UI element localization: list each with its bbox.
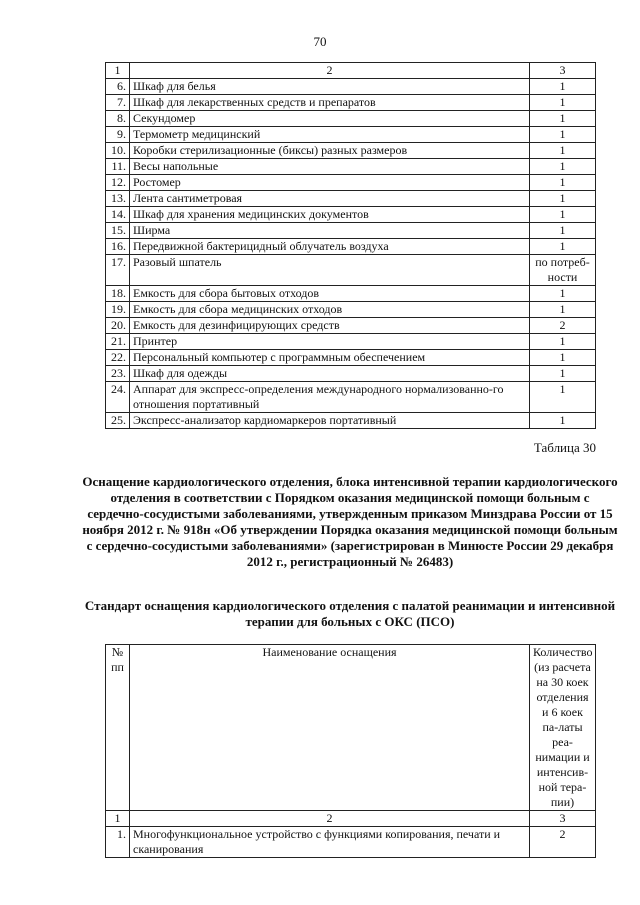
equipment-name: Шкаф для лекарственных средств и препаратов [130, 95, 530, 111]
equipment-quantity: 1 [530, 350, 596, 366]
table-row [106, 366, 596, 382]
row-number: 6. [106, 79, 130, 95]
equipment-name: Экспресс-анализатор кардиомаркеров портативный [130, 413, 530, 429]
row-number: 9. [106, 127, 130, 143]
row-number: 22. [106, 350, 130, 366]
table-row [106, 239, 596, 255]
row-number: 1. [106, 827, 130, 858]
standard-heading: Стандарт оснащения кардиологического отделения с палатой реанимации и интенсивной терапии для больных с ОКС (ПСО) [84, 598, 616, 629]
equipment-name: Емкость для дезинфицирующих средств [130, 318, 530, 334]
row-number: 16. [106, 239, 130, 255]
equipment-quantity: по потреб-ности [530, 255, 596, 286]
table-row [106, 302, 596, 318]
row-number: 25. [106, 413, 130, 429]
page-number: 70 [313, 34, 327, 49]
equipment-name: Ростомер [130, 175, 530, 191]
equipment-quantity: 1 [530, 159, 596, 175]
equipment-quantity: 1 [530, 175, 596, 191]
header-cell-2: 2 [130, 63, 530, 79]
table-header-row [106, 645, 596, 811]
table-row [106, 111, 596, 127]
equipment-quantity: 1 [530, 127, 596, 143]
row-number: 19. [106, 302, 130, 318]
row-number: 24. [106, 382, 130, 413]
equipment-name: Секундомер [130, 111, 530, 127]
column-number-header: № пп [106, 645, 130, 811]
row-number: 7. [106, 95, 130, 111]
column-quantity-header: Количество (из расчета на 30 коек отделения и 6 коек па-латы реа-нимации и интенсив-ной тера-пии) [530, 645, 596, 811]
equipment-name: Ширма [130, 223, 530, 239]
table-row [106, 334, 596, 350]
equipment-name: Шкаф для белья [130, 79, 530, 95]
row-number: 8. [106, 111, 130, 127]
table-row [106, 382, 596, 413]
equipment-name: Аппарат для экспресс-определения международного нормализованно-го отношения портативный [130, 382, 530, 413]
table-row [106, 191, 596, 207]
equipment-name: Многофункциональное устройство с функциями копирования, печати и сканирования [130, 827, 530, 858]
equipment-quantity: 1 [530, 191, 596, 207]
equipment-quantity: 1 [530, 223, 596, 239]
equipment-quantity: 1 [530, 79, 596, 95]
section-heading: Оснащение кардиологического отделения, блока интенсивной терапии кардиологического отделения в соответствии с Порядком оказания медицинской помощи больным с сердечно-сосудистыми заболеваниями, утвержденным приказом Минздрава России от 15 ноября 2012 г. № 918н «Об утверждении Порядка оказания медицинской помощи больным с сердечно-сосудистыми заболеваниями» (зарегистрирован в Минюсте России 29 декабря 2012 г., регистрационный № 26483) [82, 474, 618, 569]
equipment-name: Термометр медицинский [130, 127, 530, 143]
table-header-row [106, 63, 596, 79]
equipment-quantity: 2 [530, 318, 596, 334]
equipment-name: Весы напольные [130, 159, 530, 175]
column-name-header: Наименование оснащения [130, 645, 530, 811]
table-row [106, 175, 596, 191]
equipment-quantity: 1 [530, 366, 596, 382]
table-row [106, 95, 596, 111]
table-row [106, 159, 596, 175]
equipment-table-continued [105, 62, 596, 429]
table-row [106, 413, 596, 429]
table-row [106, 255, 596, 286]
table-row [106, 318, 596, 334]
row-number: 11. [106, 159, 130, 175]
header-cell-1: 1 [106, 63, 130, 79]
table-row [106, 827, 596, 858]
equipment-name: Шкаф для хранения медицинских документов [130, 207, 530, 223]
equipment-name: Принтер [130, 334, 530, 350]
row-number: 12. [106, 175, 130, 191]
equipment-name: Разовый шпатель [130, 255, 530, 286]
header-cell-3: 3 [530, 63, 596, 79]
table-row [106, 350, 596, 366]
number-cell: 3 [530, 811, 596, 827]
table-row [106, 223, 596, 239]
number-cell: 2 [130, 811, 530, 827]
table-numbers-row [106, 811, 596, 827]
row-number: 14. [106, 207, 130, 223]
table-row [106, 127, 596, 143]
equipment-name: Персональный компьютер с программным обеспечением [130, 350, 530, 366]
row-number: 20. [106, 318, 130, 334]
equipment-name: Передвижной бактерицидный облучатель воздуха [130, 239, 530, 255]
row-number: 15. [106, 223, 130, 239]
equipment-name: Коробки стерилизационные (биксы) разных размеров [130, 143, 530, 159]
row-number: 10. [106, 143, 130, 159]
equipment-name: Емкость для сбора медицинских отходов [130, 302, 530, 318]
equipment-name: Шкаф для одежды [130, 366, 530, 382]
equipment-quantity: 1 [530, 382, 596, 413]
equipment-quantity: 1 [530, 286, 596, 302]
equipment-quantity: 1 [530, 95, 596, 111]
number-cell: 1 [106, 811, 130, 827]
table-caption: Таблица 30 [533, 440, 596, 455]
equipment-standard-table [105, 644, 596, 858]
table-row [106, 143, 596, 159]
equipment-name: Емкость для сбора бытовых отходов [130, 286, 530, 302]
equipment-quantity: 1 [530, 334, 596, 350]
equipment-quantity: 1 [530, 302, 596, 318]
row-number: 18. [106, 286, 130, 302]
equipment-quantity: 1 [530, 413, 596, 429]
table-row [106, 79, 596, 95]
equipment-quantity: 1 [530, 207, 596, 223]
table-row [106, 286, 596, 302]
equipment-quantity: 1 [530, 143, 596, 159]
row-number: 21. [106, 334, 130, 350]
equipment-quantity: 2 [530, 827, 596, 858]
row-number: 13. [106, 191, 130, 207]
table-row [106, 207, 596, 223]
equipment-quantity: 1 [530, 111, 596, 127]
equipment-quantity: 1 [530, 239, 596, 255]
row-number: 23. [106, 366, 130, 382]
row-number: 17. [106, 255, 130, 286]
equipment-name: Лента сантиметровая [130, 191, 530, 207]
